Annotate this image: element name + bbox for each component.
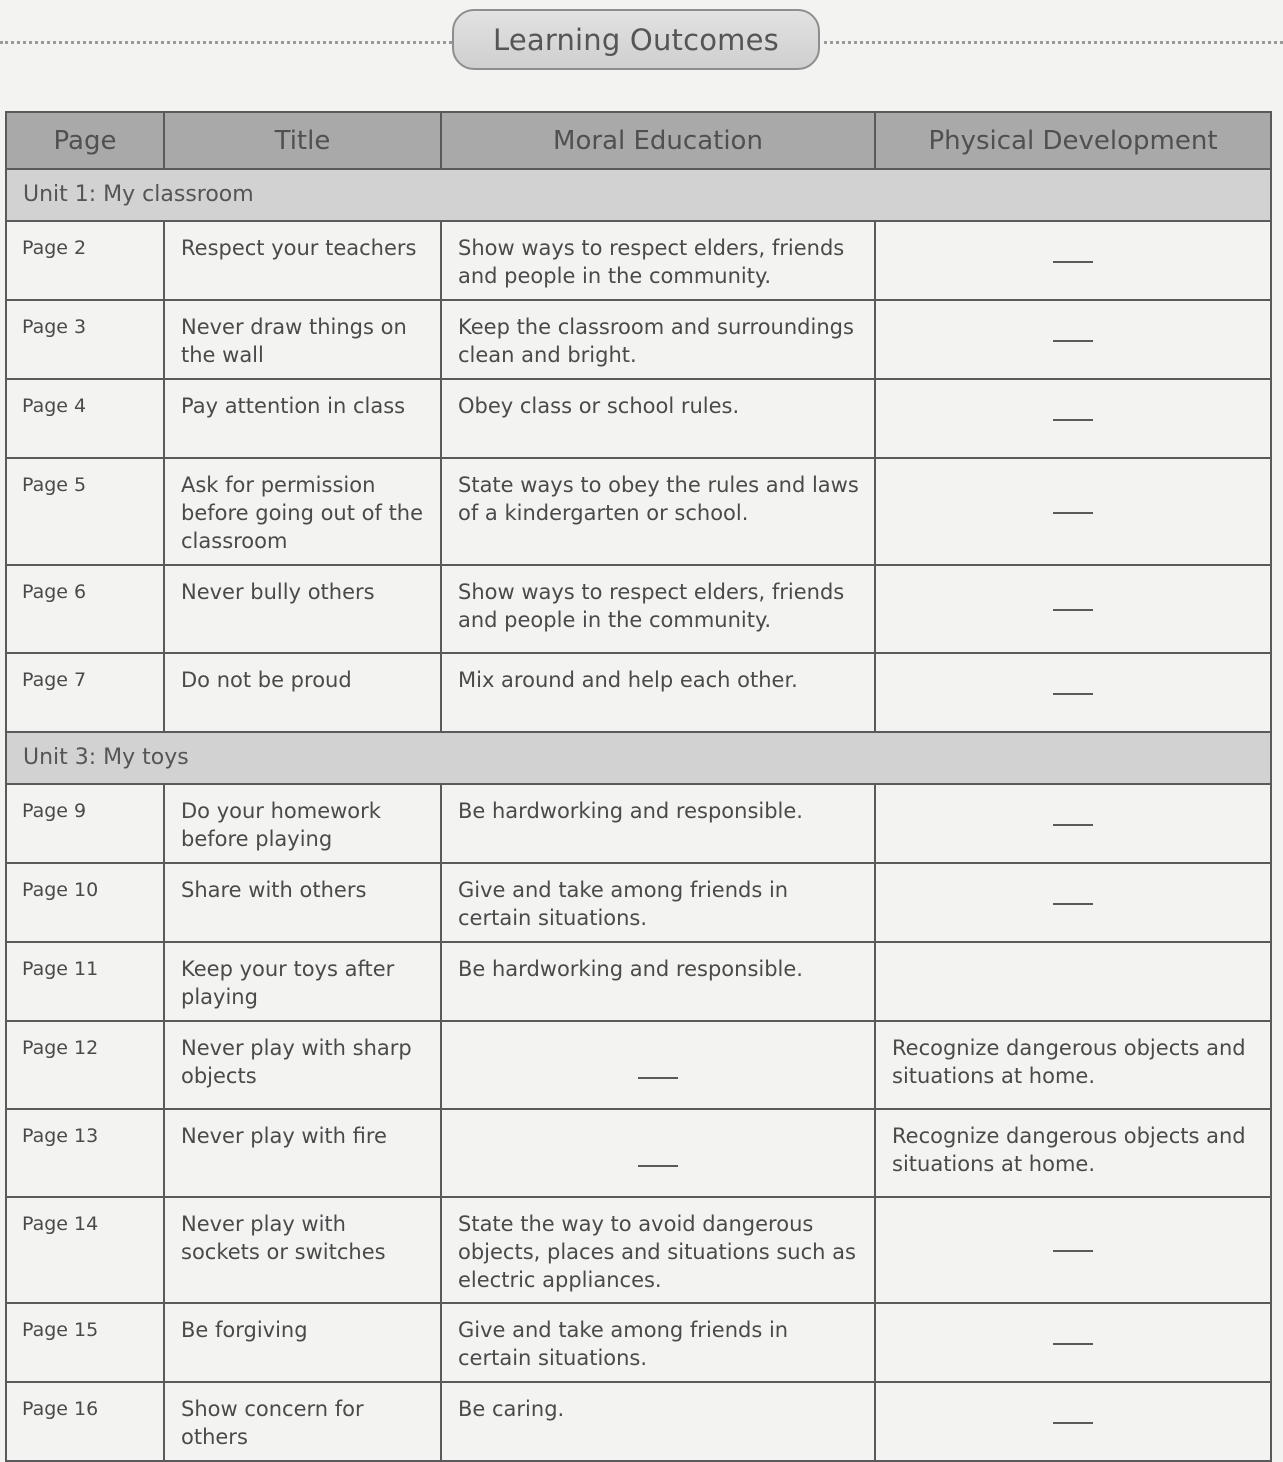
title-cell: Be forgiving [164, 1303, 441, 1382]
physical-development-cell: Recognize dangerous objects and situations at home. [875, 1109, 1271, 1197]
physical-development-cell [875, 458, 1271, 565]
empty-dash [1053, 1250, 1093, 1252]
moral-education-cell: Show ways to respect elders, friends and people in the community. [441, 221, 875, 300]
unit-label: Unit 1: My classroom [6, 169, 1271, 221]
table-row [6, 565, 1271, 653]
title-cell: Do not be proud [164, 653, 441, 732]
table-row [6, 942, 1271, 1021]
empty-dash [1053, 903, 1093, 905]
moral-education-cell: Be caring. [441, 1382, 875, 1461]
empty-dash [638, 1165, 678, 1167]
moral-education-cell: Give and take among friends in certain situations. [441, 863, 875, 942]
table-row [6, 1109, 1271, 1197]
title-cell: Ask for permission before going out of the classroom [164, 458, 441, 565]
moral-education-cell: State the way to avoid dangerous objects, places and situations such as electric appliances. [441, 1197, 875, 1303]
empty-dash [1053, 824, 1093, 826]
page-cell: Page 7 [6, 653, 164, 732]
moral-education-cell: Give and take among friends in certain situations. [441, 1303, 875, 1382]
physical-development-cell: Recognize dangerous objects and situations at home. [875, 1021, 1271, 1109]
empty-dash [1053, 419, 1093, 421]
empty-dash [638, 1077, 678, 1079]
page-cell: Page 3 [6, 300, 164, 379]
table-row [6, 653, 1271, 732]
empty-dash [1053, 693, 1093, 695]
empty-dash [1053, 512, 1093, 514]
page-title: Learning Outcomes [452, 9, 820, 70]
physical-development-cell [875, 1197, 1271, 1303]
page-cell: Page 6 [6, 565, 164, 653]
table-row [6, 1197, 1271, 1303]
page-cell: Page 11 [6, 942, 164, 1021]
title-cell: Never play with fire [164, 1109, 441, 1197]
title-cell: Pay attention in class [164, 379, 441, 458]
table-row [6, 458, 1271, 565]
moral-education-cell: Be hardworking and responsible. [441, 942, 875, 1021]
empty-dash [1053, 261, 1093, 263]
header-row [6, 112, 1271, 169]
title-cell: Keep your toys after playing [164, 942, 441, 1021]
table-row [6, 1382, 1271, 1461]
physical-development-cell [875, 942, 1271, 1021]
moral-education-cell: Obey class or school rules. [441, 379, 875, 458]
physical-development-cell [875, 784, 1271, 863]
page-cell: Page 12 [6, 1021, 164, 1109]
page-cell: Page 9 [6, 784, 164, 863]
moral-education-cell: Show ways to respect elders, friends and people in the community. [441, 565, 875, 653]
title-cell: Never bully others [164, 565, 441, 653]
page-cell: Page 15 [6, 1303, 164, 1382]
heading-row [0, 0, 1283, 90]
page-cell: Page 10 [6, 863, 164, 942]
title-cell: Respect your teachers [164, 221, 441, 300]
physical-development-cell [875, 1382, 1271, 1461]
physical-development-cell [875, 221, 1271, 300]
moral-education-cell: Be hardworking and responsible. [441, 784, 875, 863]
title-cell: Do your homework before playing [164, 784, 441, 863]
title-cell: Share with others [164, 863, 441, 942]
column-header-title: Title [164, 112, 441, 169]
physical-development-cell [875, 653, 1271, 732]
title-cell: Show concern for others [164, 1382, 441, 1461]
page-cell: Page 16 [6, 1382, 164, 1461]
table-row [6, 784, 1271, 863]
empty-dash [1053, 1422, 1093, 1424]
table-row [6, 863, 1271, 942]
page-cell: Page 13 [6, 1109, 164, 1197]
column-header-moral-education: Moral Education [441, 112, 875, 169]
unit-row [6, 732, 1271, 784]
moral-education-cell: Mix around and help each other. [441, 653, 875, 732]
physical-development-cell [875, 565, 1271, 653]
page-cell: Page 14 [6, 1197, 164, 1303]
moral-education-cell: State ways to obey the rules and laws of a kindergarten or school. [441, 458, 875, 565]
title-cell: Never draw things on the wall [164, 300, 441, 379]
table-row [6, 1303, 1271, 1382]
moral-education-cell [441, 1109, 875, 1197]
physical-development-cell [875, 1303, 1271, 1382]
unit-label: Unit 3: My toys [6, 732, 1271, 784]
physical-development-cell [875, 300, 1271, 379]
empty-dash [1053, 609, 1093, 611]
empty-dash [1053, 1343, 1093, 1345]
table-row [6, 1021, 1271, 1109]
learning-outcomes-table [5, 111, 1272, 1462]
column-header-page: Page [6, 112, 164, 169]
table-row [6, 221, 1271, 300]
title-cell: Never play with sharp objects [164, 1021, 441, 1109]
dotted-rule-left [0, 41, 452, 44]
page-cell: Page 2 [6, 221, 164, 300]
page-cell: Page 4 [6, 379, 164, 458]
table-row [6, 379, 1271, 458]
column-header-physical-development: Physical Development [875, 112, 1271, 169]
moral-education-cell: Keep the classroom and surroundings clean and bright. [441, 300, 875, 379]
table-row [6, 300, 1271, 379]
empty-dash [1053, 340, 1093, 342]
unit-row [6, 169, 1271, 221]
moral-education-cell [441, 1021, 875, 1109]
page-cell: Page 5 [6, 458, 164, 565]
physical-development-cell [875, 379, 1271, 458]
dotted-rule-right [824, 41, 1283, 44]
physical-development-cell [875, 863, 1271, 942]
title-cell: Never play with sockets or switches [164, 1197, 441, 1303]
